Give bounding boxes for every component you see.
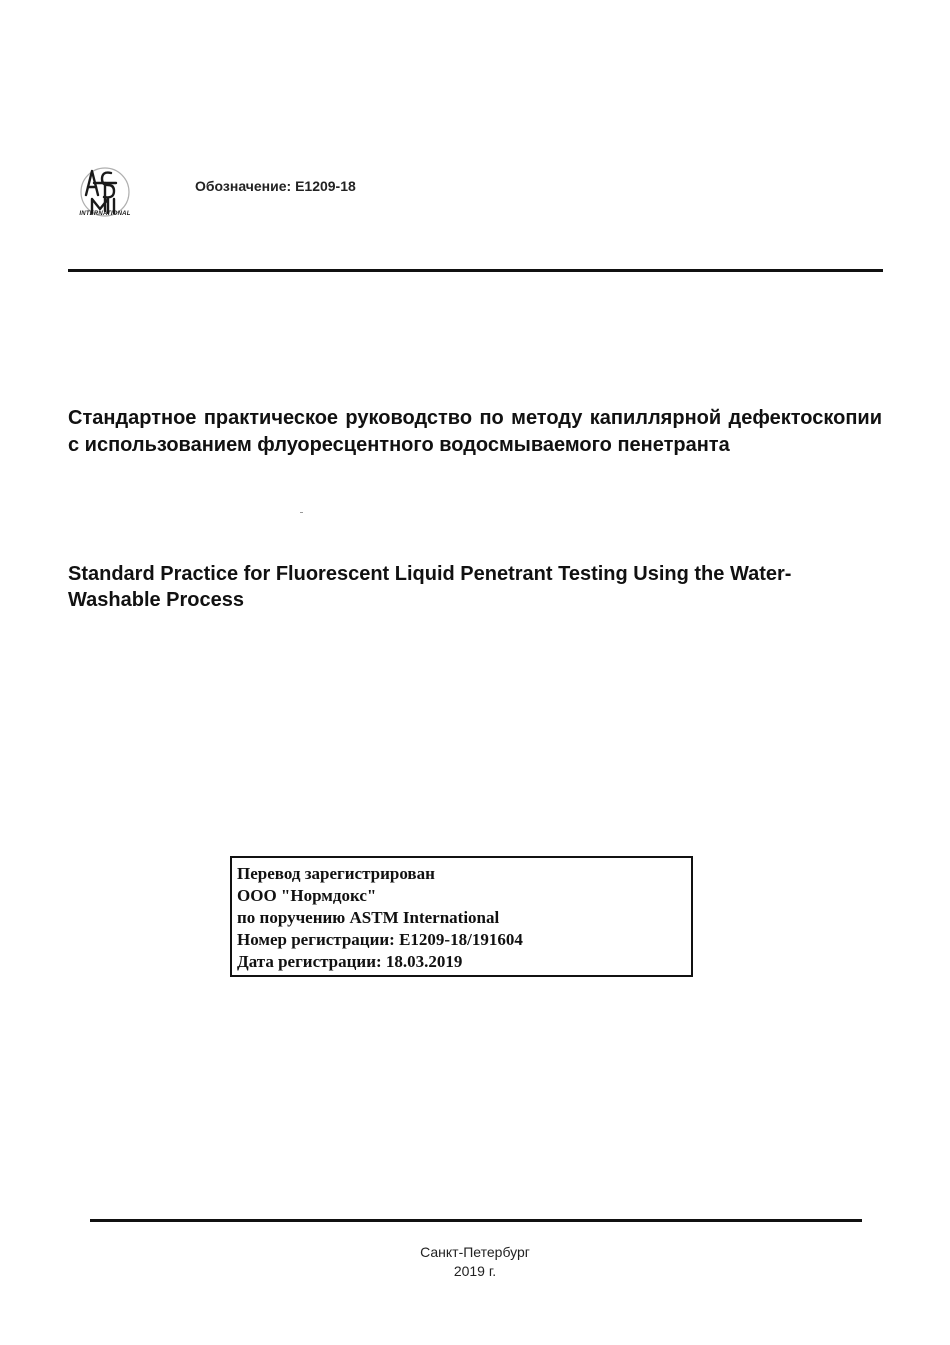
registration-line: ООО "Нормдокс": [237, 886, 377, 905]
bottom-divider: [90, 1219, 862, 1222]
logo-wordmark: INTERNATIONAL: [79, 211, 131, 217]
registration-date: Дата регистрации: 18.03.2019: [237, 952, 463, 971]
footer-city: Санкт-Петербург: [420, 1244, 530, 1260]
top-divider: [68, 269, 883, 272]
footer-year: 2019 г.: [453, 1263, 497, 1279]
registration-line: Перевод зарегистрирован: [237, 864, 435, 883]
designation-label: Обозначение: E1209-18: [195, 178, 356, 194]
title-english: [68, 561, 888, 613]
stray-mark: [300, 512, 303, 513]
registration-line: по поручению ASTM International: [237, 908, 500, 927]
registration-number: Номер регистрации: E1209-18/191604: [237, 930, 523, 949]
title-english-line: Washable Process: [68, 589, 245, 611]
title-english-line: Standard Practice for Fluorescent Liquid Penetrant Testing Using the Water-: [68, 563, 792, 585]
title-russian: Стандартное практическое руководство по методу капиллярной дефектоскопии с использованием флуоресцентного водосмываемого пенетранта: [68, 407, 882, 456]
registration-box: [230, 856, 693, 977]
footer: [0, 1243, 950, 1281]
astm-logo-icon: [78, 163, 132, 223]
